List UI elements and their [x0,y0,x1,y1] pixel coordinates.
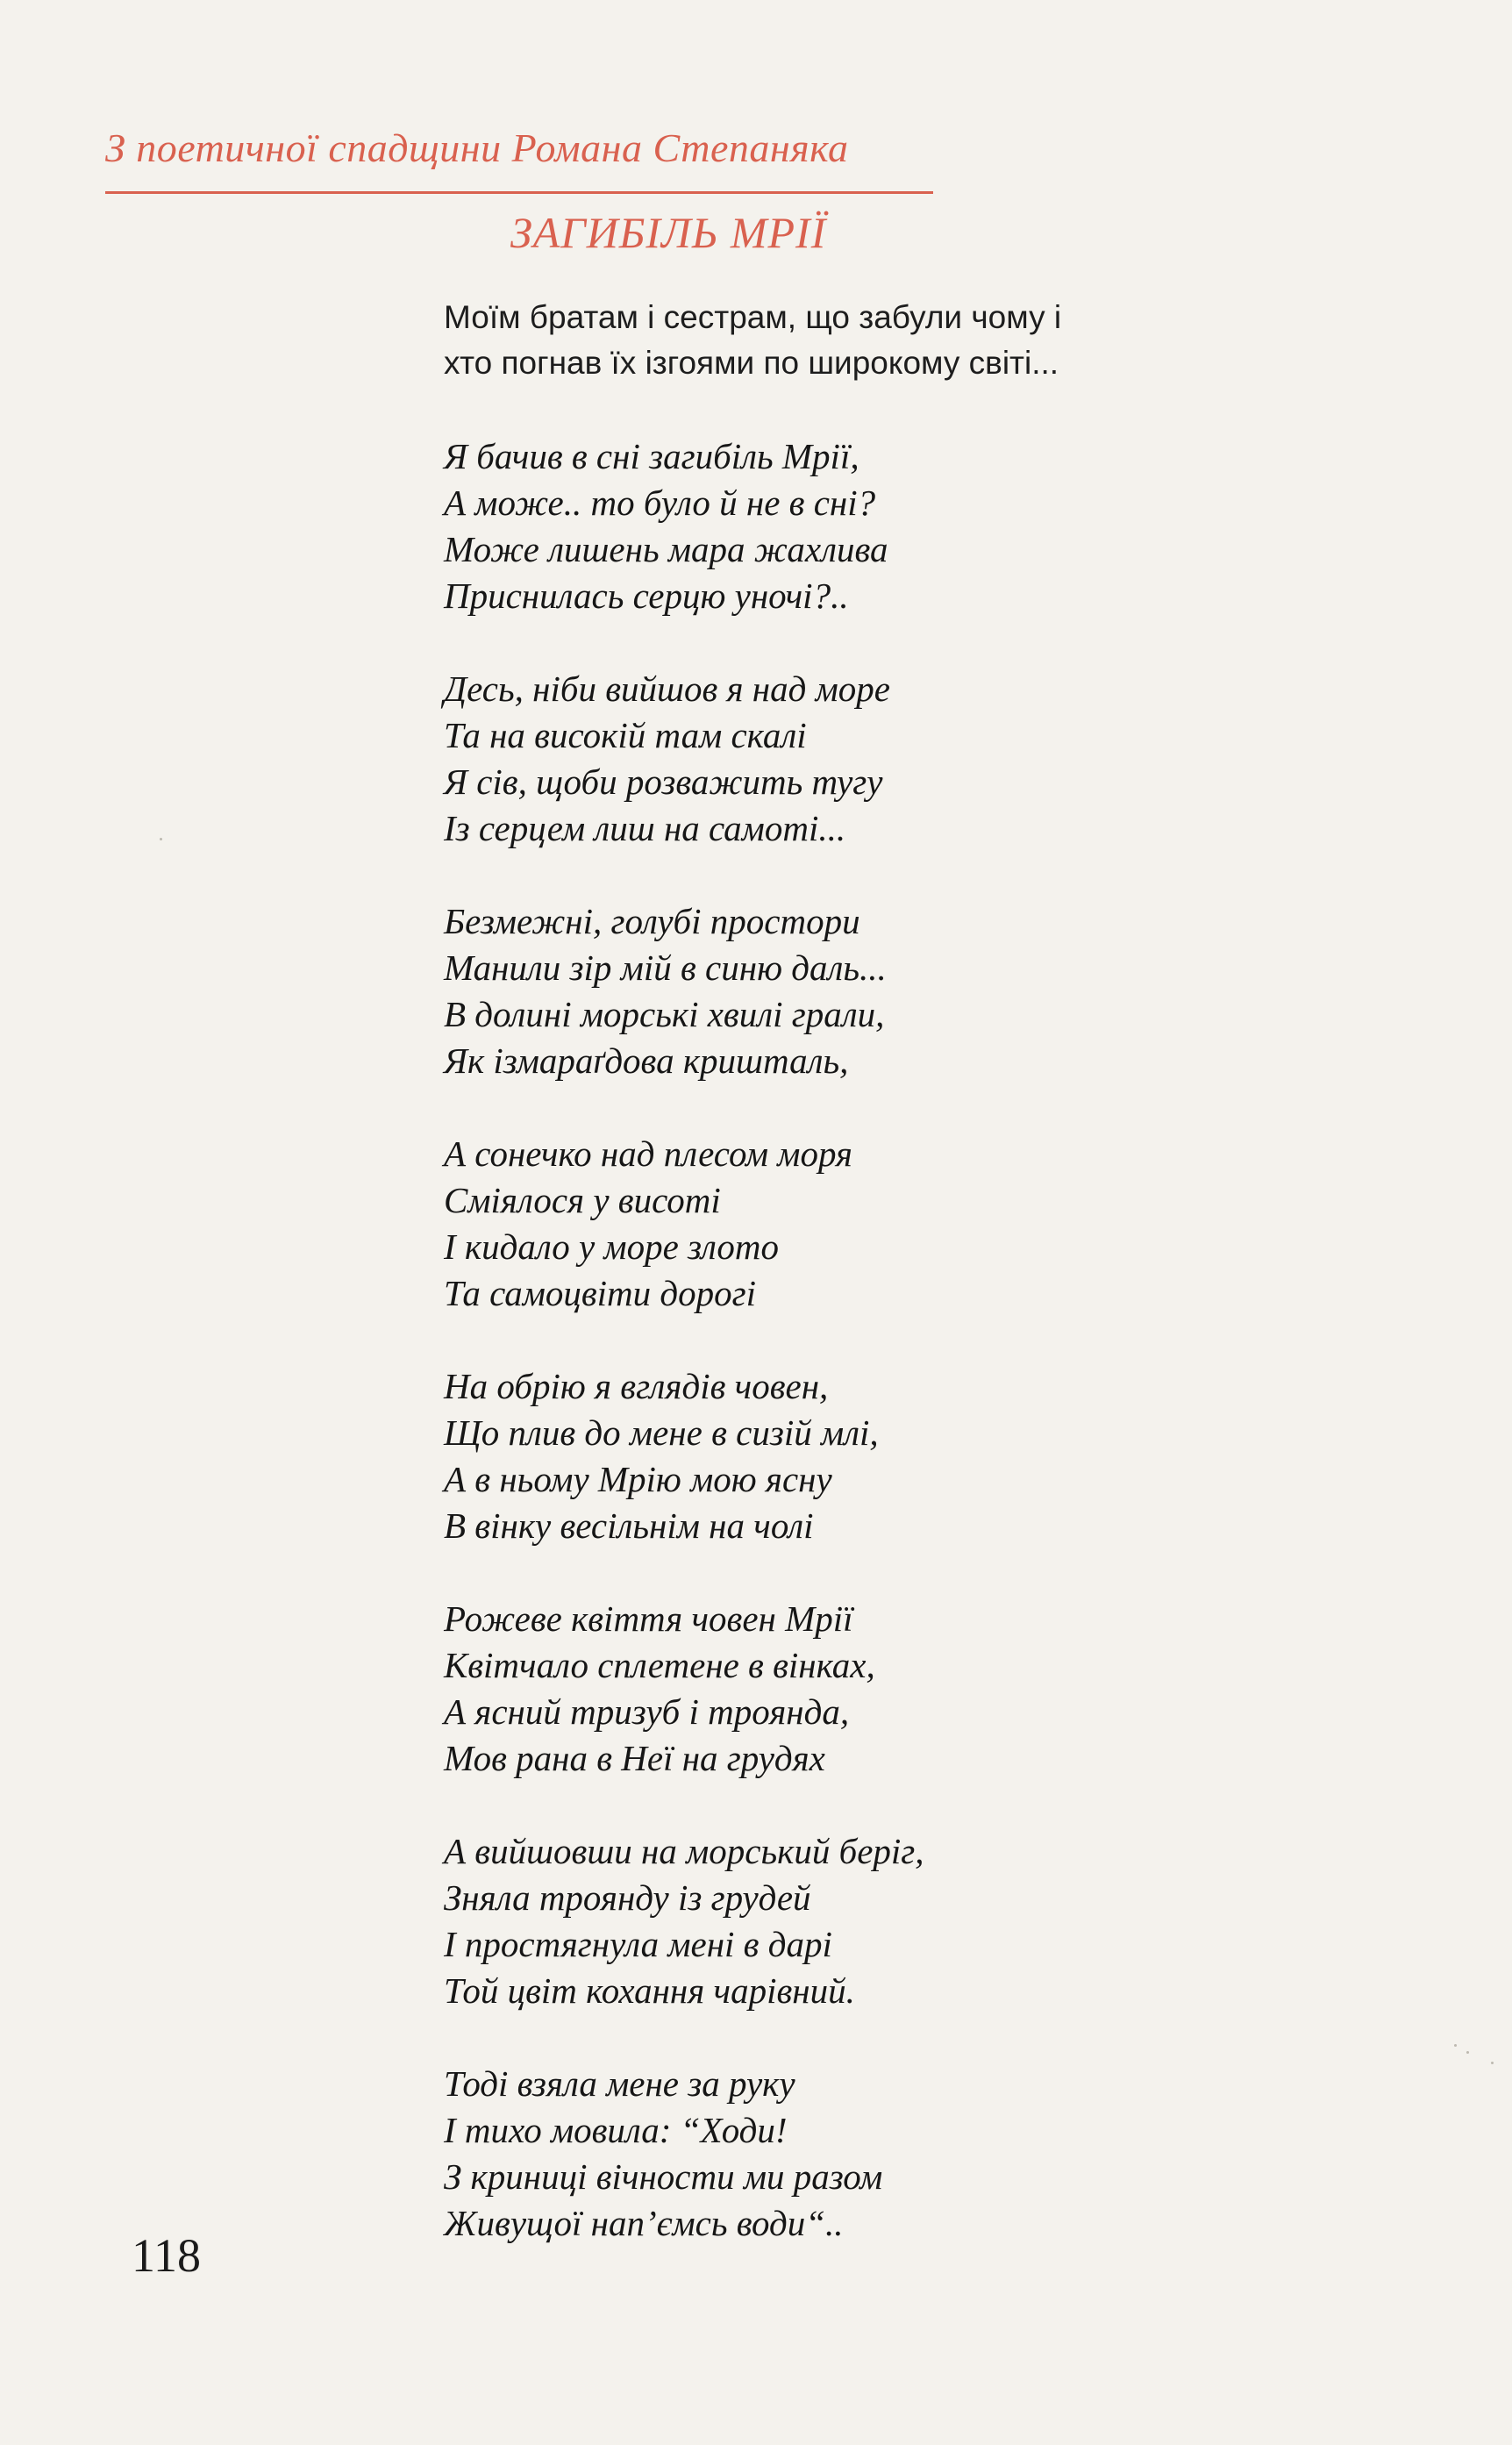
series-header: З поетичної спадщини Романа Степаняка [105,125,849,170]
verse-line: В долині морські хвилі грали, [444,994,885,1034]
verse-line: А ясний тризуб і троянда, [444,1691,850,1732]
verse-line: Живущої нап’ємсь води“.. [444,2203,844,2243]
verse-line: Десь, ніби вийшов я над море [444,668,890,709]
dedication-line: Моїм братам і сестрам, що забули чому і [444,299,1062,335]
paper-speck [1454,2044,1457,2047]
verse-line: Як ізмараґдова кришталь, [444,1040,849,1081]
verse-line: І простягнула мені в дарі [444,1924,832,1964]
poem-title: ЗАГИБІЛЬ МРІЇ [510,208,827,257]
verse-line: Та самоцвіти дорогі [444,1273,757,1313]
verse-line: А в ньому Мрію мою ясну [444,1459,832,1499]
paper-speck [160,838,162,840]
verse-line: Приснилась серцю уночі?.. [444,576,849,616]
verse-line: В вінку весільнім на чолі [444,1505,814,1546]
verse-line: Безмежні, голубі простори [444,901,860,941]
verse-line: Я сів, щоби розважить тугу [444,761,883,802]
verse-line: Рожеве квіття човен Мрії [444,1598,853,1639]
paper-speck [1491,2062,1494,2064]
stanza [444,1596,1365,1782]
paper-speck [1466,2051,1469,2054]
verse-line: Квітчало сплетене в вінках, [444,1645,875,1685]
verse-line: Може лишень мара жахлива [444,529,888,569]
stanza [444,1828,1365,2014]
stanza [444,2061,1365,2247]
verse-line: Та на високій там скалі [444,715,807,755]
stanza [444,898,1365,1084]
verse-line: І кидало у море злото [444,1226,779,1267]
stanza [444,1363,1365,1549]
stanza [444,666,1365,852]
verse-line: Мов рана в Неї на грудях [444,1738,825,1778]
verse-line: А сонечко над плесом моря [444,1133,852,1174]
verse-line: А може.. то було й не в сні? [444,483,876,523]
stanza [444,433,1365,619]
verse-line: Що плив до мене в сизій млі, [444,1412,879,1453]
verse-line: І тихо мовила: “Ходи! [444,2110,788,2150]
poem-body [444,433,1365,2293]
verse-line: Сміялося у висоті [444,1180,721,1220]
verse-line: На обрію я вглядів човен, [444,1366,829,1406]
poem-dedication [444,295,1233,386]
dedication-line: хто погнав їх ізгоями по широкому світі... [444,345,1059,381]
verse-line: Я бачив в сні загибіль Мрії, [444,436,859,476]
verse-line: А вийшовши на морський беріг, [444,1831,924,1871]
verse-line: З криниці вічности ми разом [444,2156,883,2197]
verse-line: Той цвіт кохання чарівний. [444,1970,855,2011]
page-number: 118 [132,2229,201,2282]
verse-line: Манили зір мій в синю даль... [444,947,887,988]
header-divider [105,191,933,194]
stanza [444,1131,1365,1317]
verse-line: Зняла троянду із грудей [444,1877,811,1918]
verse-line: Із серцем лиш на самоті... [444,808,846,848]
verse-line: Тоді взяла мене за руку [444,2063,795,2104]
